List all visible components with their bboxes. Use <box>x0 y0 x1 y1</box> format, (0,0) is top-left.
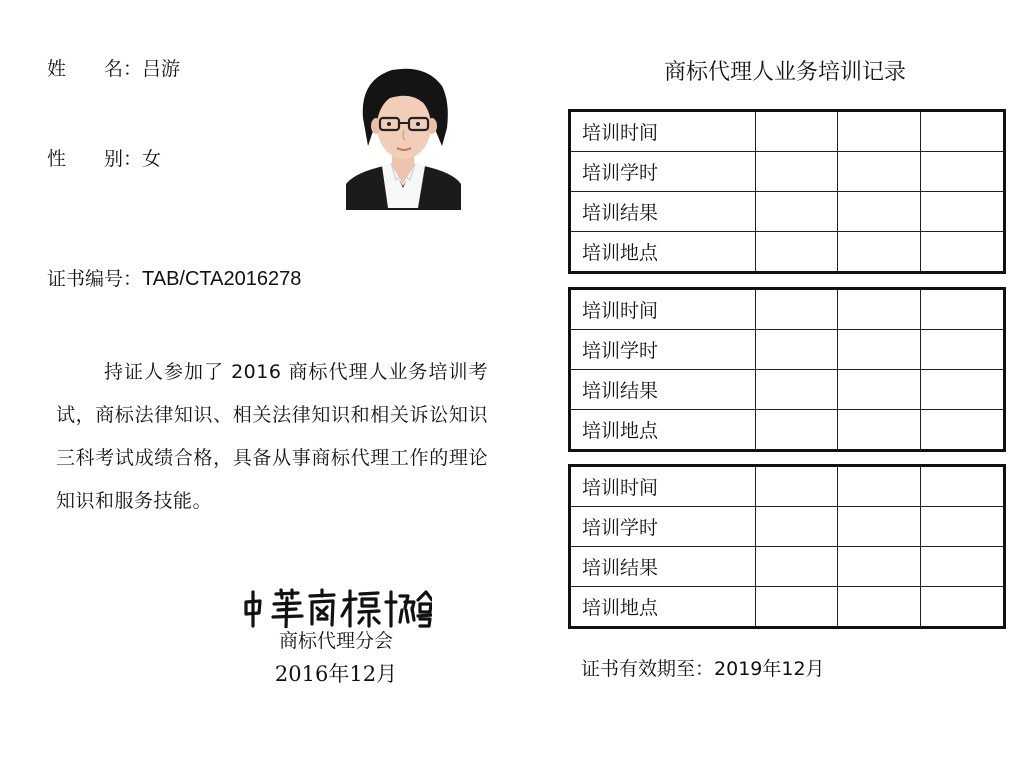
gender-value: 女 <box>142 148 162 170</box>
row-label: 培训结果 <box>570 370 756 410</box>
record-cell <box>838 547 921 587</box>
record-cell <box>755 330 838 370</box>
record-cell <box>921 111 1005 152</box>
training-time-row <box>570 466 1005 507</box>
record-cell <box>755 192 838 232</box>
validity-label: 证书有效期至： <box>581 658 715 680</box>
record-cell <box>755 547 838 587</box>
row-label: 培训学时 <box>570 507 756 547</box>
record-cell <box>838 466 921 507</box>
record-cell <box>755 111 838 152</box>
record-cell <box>921 330 1005 370</box>
training-hours-row <box>570 152 1005 192</box>
record-cell <box>755 507 838 547</box>
issue-date: 2016年12月 <box>274 662 398 686</box>
training-hours-row <box>570 507 1005 547</box>
row-label: 培训结果 <box>570 547 756 587</box>
record-cell <box>755 152 838 192</box>
portrait-photo <box>346 62 461 210</box>
row-label: 培训时间 <box>570 289 756 330</box>
record-cell <box>838 410 921 451</box>
training-location-row <box>570 410 1005 451</box>
name-value: 吕游 <box>142 58 181 80</box>
record-cell <box>755 232 838 273</box>
row-label: 培训结果 <box>570 192 756 232</box>
record-cell <box>755 370 838 410</box>
row-label: 培训地点 <box>570 232 756 273</box>
name-label: 姓 名： <box>47 58 143 80</box>
row-label: 培训学时 <box>570 152 756 192</box>
validity-row <box>581 657 825 681</box>
record-cell <box>755 289 838 330</box>
training-hours-row <box>570 330 1005 370</box>
training-result-row <box>570 192 1005 232</box>
training-location-row <box>570 587 1005 628</box>
training-time-row <box>570 289 1005 330</box>
record-cell <box>838 370 921 410</box>
record-cell <box>755 410 838 451</box>
training-result-row <box>570 370 1005 410</box>
record-cell <box>921 289 1005 330</box>
record-cell <box>921 152 1005 192</box>
training-result-row <box>570 547 1005 587</box>
record-cell <box>838 289 921 330</box>
record-cell <box>838 330 921 370</box>
certificate-statement: 持证人参加了 2016 商标代理人业务培训考试，商标法律知识、相关法律知识和相关诉讼知识三科考试成绩合格，具备从事商标代理工作的理论知识和服务技能。 <box>56 361 488 512</box>
training-time-row <box>570 111 1005 152</box>
gender-label: 性 别： <box>47 148 143 170</box>
record-cell <box>921 507 1005 547</box>
branch-name: 商标代理分会 <box>278 630 393 652</box>
record-cell <box>921 410 1005 451</box>
record-cell <box>838 587 921 628</box>
row-label: 培训地点 <box>570 587 756 628</box>
training-record-table-3 <box>568 464 1006 629</box>
record-cell <box>838 232 921 273</box>
record-cell <box>838 111 921 152</box>
record-cell <box>838 507 921 547</box>
row-label: 培训学时 <box>570 330 756 370</box>
training-record-table-2 <box>568 287 1006 452</box>
name-row <box>47 57 180 81</box>
record-cell <box>755 466 838 507</box>
row-label: 培训时间 <box>570 111 756 152</box>
validity-date: 2019年12月 <box>714 658 825 680</box>
record-cell <box>921 370 1005 410</box>
record-cell <box>838 192 921 232</box>
record-cell <box>755 587 838 628</box>
record-cell <box>921 587 1005 628</box>
record-cell <box>838 152 921 192</box>
training-location-row <box>570 232 1005 273</box>
association-calligraphy-seal <box>240 588 432 628</box>
record-cell <box>921 232 1005 273</box>
cert-label: 证书编号： <box>47 268 143 290</box>
row-label: 培训时间 <box>570 466 756 507</box>
row-label: 培训地点 <box>570 410 756 451</box>
record-cell <box>921 547 1005 587</box>
training-record-table-1 <box>568 109 1006 274</box>
gender-row <box>47 147 161 171</box>
cert-row <box>47 267 301 291</box>
record-cell <box>921 192 1005 232</box>
cert-number: TAB/CTA2016278 <box>142 268 302 290</box>
record-cell <box>921 466 1005 507</box>
training-record-title: 商标代理人业务培训记录 <box>663 60 906 85</box>
